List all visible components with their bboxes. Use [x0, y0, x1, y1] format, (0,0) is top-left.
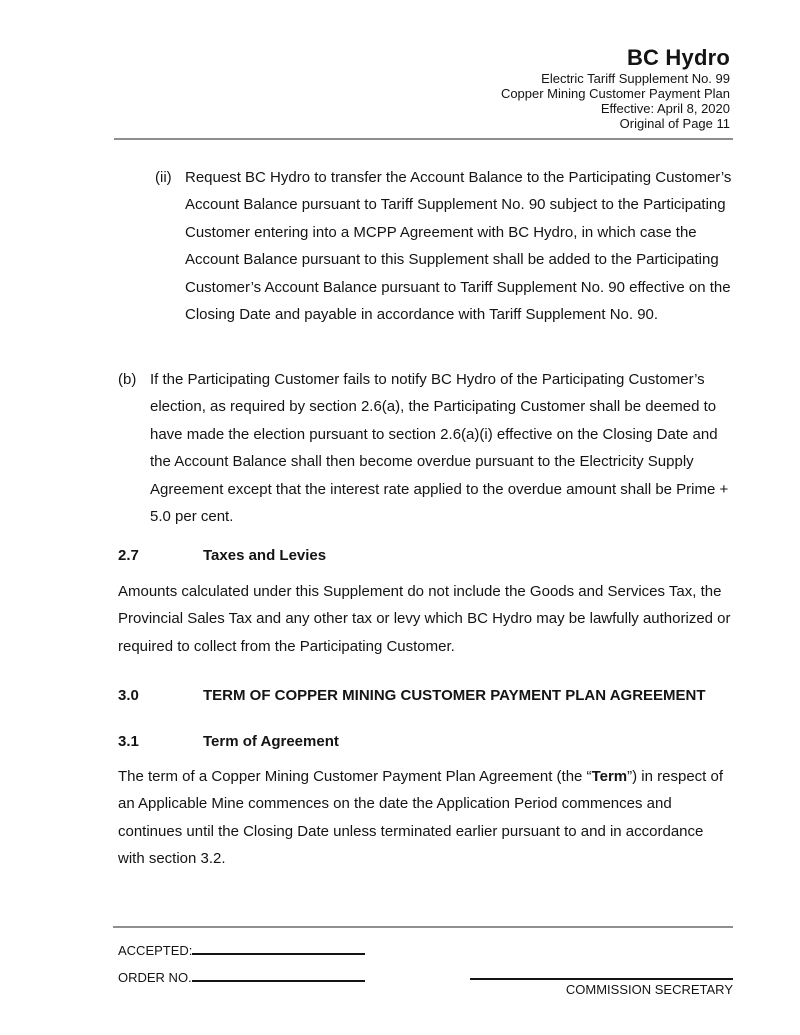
secretary-label: COMMISSION SECRETARY [565, 982, 733, 997]
term-emphasis: Term [591, 768, 628, 785]
accepted-signature-line [192, 941, 365, 955]
section-title-3-0: TERM OF COPPER MINING CUSTOMER PAYMENT PLAN AGREEMENT [203, 687, 706, 704]
clause-b-text: If the Participating Customer fails to notify BC Hydro of the Participating Customer’s election, as required by section 2.6(a), the Participating Customer shall be deemed to have made the election pursuant to section 2.6(a)(i) effective on the Closing Date and the Account Balance shall then become overdue pursuant to the Electricity Supply Agreement except that the interest rate applied to the overdue amount shall be Prime + 5.0 per cent. [150, 371, 729, 526]
order-number-line [192, 968, 365, 982]
header-line-supplement: Electric Tariff Supplement No. 99 [541, 71, 730, 86]
paragraph-term [118, 763, 734, 873]
section-heading-3-0 [118, 687, 706, 704]
section-number-3-1: 3.1 [118, 733, 139, 750]
header-line-page: Original of Page 11 [619, 116, 730, 131]
footer-divider-rule [113, 926, 733, 928]
order-number-label: ORDER NO. [118, 970, 192, 985]
header-divider-rule [114, 138, 733, 140]
paragraph-taxes: Amounts calculated under this Supplement do not include the Goods and Services Tax, the Provincial Sales Tax and any other tax or levy which BC Hydro may be lawfully authorized or required to collect from the Participating Customer. [118, 583, 731, 655]
accepted-row [118, 941, 365, 959]
accepted-label: ACCEPTED: [118, 943, 193, 958]
paragraph-term-after: ”) in respect of an Applicable Mine commences on the date the Application Period commences and continues until the Closing Date unless terminated earlier pursuant to and in accordance with section 3.2. [118, 768, 724, 868]
section-number-2-7: 2.7 [118, 547, 139, 564]
paragraph-term-before: The term of a Copper Mining Customer Payment Plan Agreement (the “ [118, 768, 592, 785]
clause-b-label: (b) [118, 371, 137, 388]
header-line-plan: Copper Mining Customer Payment Plan [500, 86, 730, 101]
header-line-effective: Effective: April 8, 2020 [600, 101, 730, 116]
clause-ii-label: (ii) [155, 169, 172, 186]
section-title-2-7: Taxes and Levies [203, 547, 327, 564]
clause-ii-text: Request BC Hydro to transfer the Account Balance to the Participating Customer’s Account Balance pursuant to Tariff Supplement No. 90 subject to the Participating Customer entering into a MCPP Agreement with BC Hydro, in which case the Account Balance pursuant to this Supplement shall be added to the Participating Customer’s Account Balance pursuant to Tariff Supplement No. 90 effective on the Closing Date and payable in accordance with Tariff Supplement No. 90. [185, 169, 732, 324]
document-header [501, 44, 730, 131]
order-row [118, 968, 365, 986]
company-name: BC Hydro [626, 45, 730, 70]
section-title-3-1: Term of Agreement [203, 733, 339, 750]
section-heading-2-7 [118, 547, 326, 564]
section-heading-3-1 [118, 733, 339, 750]
section-number-3-0: 3.0 [118, 687, 139, 704]
secretary-block [470, 978, 733, 998]
secretary-signature-line [470, 978, 733, 980]
